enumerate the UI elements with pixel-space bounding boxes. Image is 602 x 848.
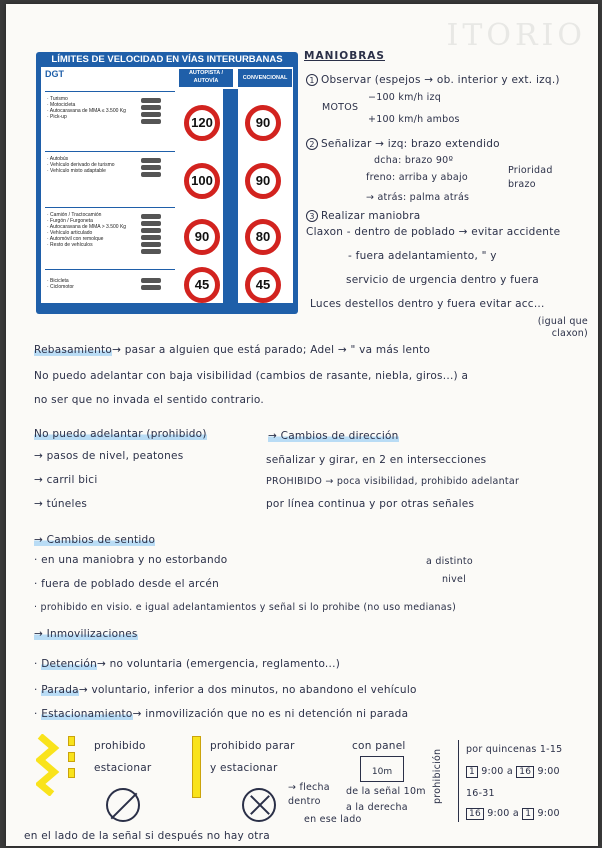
note-line: +100 km/h ambos (368, 114, 460, 125)
step-number-icon: 3 (306, 210, 318, 222)
limit-circle: 90 (184, 219, 220, 255)
note-line: Prioridad brazo (508, 165, 553, 190)
distance-panel (360, 756, 404, 782)
limit-circle: 45 (184, 267, 220, 303)
vehicle-list: · Turismo · Motocicleta · Autocaravana de MMA ≤ 3.500 Kg · Pick-up (47, 96, 126, 120)
note-line: a la derecha (346, 802, 408, 813)
note-line: a (512, 808, 519, 819)
note-line: - fuera adelantamiento, " y (348, 250, 497, 262)
note-line: a distinto (426, 556, 473, 567)
time-text: 9:00 (487, 808, 510, 819)
sign-row (45, 207, 175, 267)
note-line: → no voluntaria (emergencia, reglamento...) (96, 658, 341, 670)
day-box: 1 (466, 766, 478, 778)
list-item: → carril bici (34, 474, 98, 486)
sign-row (45, 91, 175, 143)
column-convencional: CONVENCIONAL (238, 69, 292, 87)
note-line: por línea continua y por otras señales (266, 498, 475, 510)
note-line: Luces destellos dentro y fuera evitar acc... (310, 298, 545, 310)
speed-limit-sign (36, 52, 298, 314)
note-line: estacionar (94, 762, 152, 774)
schedule-line (466, 766, 560, 778)
note-line: · en una maniobra y no estorbando (34, 554, 228, 566)
vehicle-icons (141, 96, 171, 126)
vehicle-icons (141, 156, 171, 179)
note-line: con panel (352, 740, 406, 752)
note-line: → inmovilización que no es ni detención ni parada (132, 708, 409, 720)
note-line: → atrás: palma atrás (366, 192, 470, 203)
note-line: · fuera de poblado desde el arcén (34, 578, 220, 590)
list-item: → pasos de nivel, peatones (34, 450, 184, 462)
note-line: dentro (288, 796, 321, 807)
schedule-line (466, 808, 560, 820)
dgt-logo: DGT (45, 69, 64, 79)
vehicle-icons (141, 276, 171, 292)
note-line: → pasar a alguien que está parado; Adel → " va más lento (112, 344, 431, 356)
maniobra-step (306, 138, 500, 150)
yellow-line (192, 736, 201, 798)
note-line: nivel (442, 574, 467, 585)
estacionamiento-line: · Estacionamiento→ inmovilización que no es ni detención ni parada (34, 708, 409, 720)
day-box: 16 (516, 766, 534, 778)
vehicle-list: · Autobús · Vehículo derivado de turismo · Vehículo mixto adaptable (47, 156, 115, 174)
note-line: en el lado de la señal si después no hay otra (24, 830, 270, 842)
list-item: → túneles (34, 498, 88, 510)
term-label: Estacionamiento (41, 708, 133, 720)
no-stopping-icon (242, 788, 276, 822)
heading-text: → Inmovilizaciones (34, 628, 138, 640)
note-line: MOTOS (322, 102, 359, 113)
note-line: servicio de urgencia dentro y fuera (346, 274, 539, 286)
note-line: señalizar y girar, en 2 en intersecciones (266, 454, 487, 466)
step-number-icon: 1 (306, 74, 318, 86)
note-line: freno: arriba y abajo (366, 172, 468, 183)
inmovilizaciones-title (34, 628, 138, 640)
maniobras-title: MANIOBRAS (304, 50, 385, 62)
note-line: (igual que claxon) (537, 316, 588, 339)
vehicle-list: · Camión / Tractocamión · Furgón / Furgoneta · Autocaravana de MMA > 3.500 Kg · Vehículo articulado · Automóvil con remolque · Resto de vehículos (47, 212, 127, 248)
note-line: prohibido (94, 740, 146, 752)
detencion-line: · Detención→ no voluntaria (emergencia, reglamento...) (34, 658, 341, 670)
parada-line: · Parada→ voluntario, inferior a dos minutos, no abandono el vehículo (34, 684, 417, 696)
vehicle-icons (141, 212, 171, 256)
note-line: prohibido parar (210, 740, 295, 752)
note-line: y estacionar (210, 762, 278, 774)
note-line: a (506, 766, 513, 777)
note-line: Realizar maniobra (321, 210, 421, 222)
heading-text: → Cambios de sentido (34, 534, 156, 546)
step-number-icon: 2 (306, 138, 318, 150)
note-line: dcha: brazo 90º (374, 155, 454, 166)
time-text: 9:00 (481, 766, 504, 777)
sign-row (45, 151, 175, 201)
divider (458, 740, 459, 822)
limit-circle: 100 (184, 163, 220, 199)
divider-bar (230, 89, 238, 303)
maniobra-step (306, 74, 560, 86)
note-line: Claxon - dentro de poblado → evitar accidente (306, 226, 561, 238)
sign-body (41, 67, 293, 303)
note-line: por quincenas 1-15 (466, 744, 563, 755)
sign-row (45, 269, 175, 303)
rebasamiento-line (34, 344, 430, 356)
yellow-dash (68, 736, 75, 746)
limit-circle: 45 (245, 267, 281, 303)
no-parking-icon (106, 788, 140, 822)
cambios-direccion-title (268, 430, 399, 442)
day-box: 16 (466, 808, 484, 820)
no-adelantar-title (34, 428, 207, 440)
note-line: → voluntario, inferior a dos minutos, no abandono el vehículo (78, 684, 417, 696)
note-line: 16-31 (466, 788, 495, 799)
panel-value: 10m (371, 767, 393, 777)
cambios-sentido-title (34, 534, 155, 546)
note-line: de la señal 10m (346, 786, 426, 797)
vertical-label: prohibición (432, 748, 443, 804)
note-line: no ser que no invada el sentido contrario. (34, 394, 264, 406)
limit-circle: 90 (245, 105, 281, 141)
yellow-dash (68, 752, 75, 762)
note-line: → flecha (288, 782, 330, 793)
note-line: Señalizar → izq: brazo extendido (321, 138, 500, 150)
note-line: · prohibido en visio. e igual adelantamientos y señal si lo prohibe (no uso medianas) (34, 602, 457, 613)
column-autopista: AUTOPISTA / AUTOVÍA (179, 69, 233, 87)
time-text: 9:00 (537, 766, 560, 777)
day-box: 1 (522, 808, 534, 820)
term-label: Parada (41, 684, 79, 696)
note-line: −100 km/h izq (368, 92, 442, 103)
limit-circle: 120 (184, 105, 220, 141)
limit-circle: 80 (245, 219, 281, 255)
note-line: en ese lado (304, 814, 362, 825)
time-text: 9:00 (537, 808, 560, 819)
heading-text: No puedo adelantar (prohibido) (34, 428, 207, 440)
heading-text: → Cambios de dirección (268, 430, 399, 442)
maniobra-step (306, 210, 420, 222)
note-line: Observar (espejos → ob. interior y ext. izq.) (321, 74, 560, 86)
ghost-text: ITORIO (446, 18, 586, 53)
notebook-page (6, 4, 598, 846)
yellow-dash (68, 768, 75, 778)
note-line: No puedo adelantar con baja visibilidad (cambios de rasante, niebla, giros...) a (34, 370, 469, 382)
yellow-zigzag-icon (36, 734, 60, 796)
note-line: PROHIBIDO → poca visibilidad, prohibido adelantar (266, 476, 520, 487)
sign-title: LÍMITES DE VELOCIDAD EN VÍAS INTERURBANAS (51, 54, 283, 65)
rebasamiento-title: Rebasamiento (34, 344, 113, 356)
limit-circle: 90 (245, 163, 281, 199)
vehicle-list: · Bicicleta · Ciclomotor (47, 278, 74, 290)
term-label: Detención (41, 658, 97, 670)
